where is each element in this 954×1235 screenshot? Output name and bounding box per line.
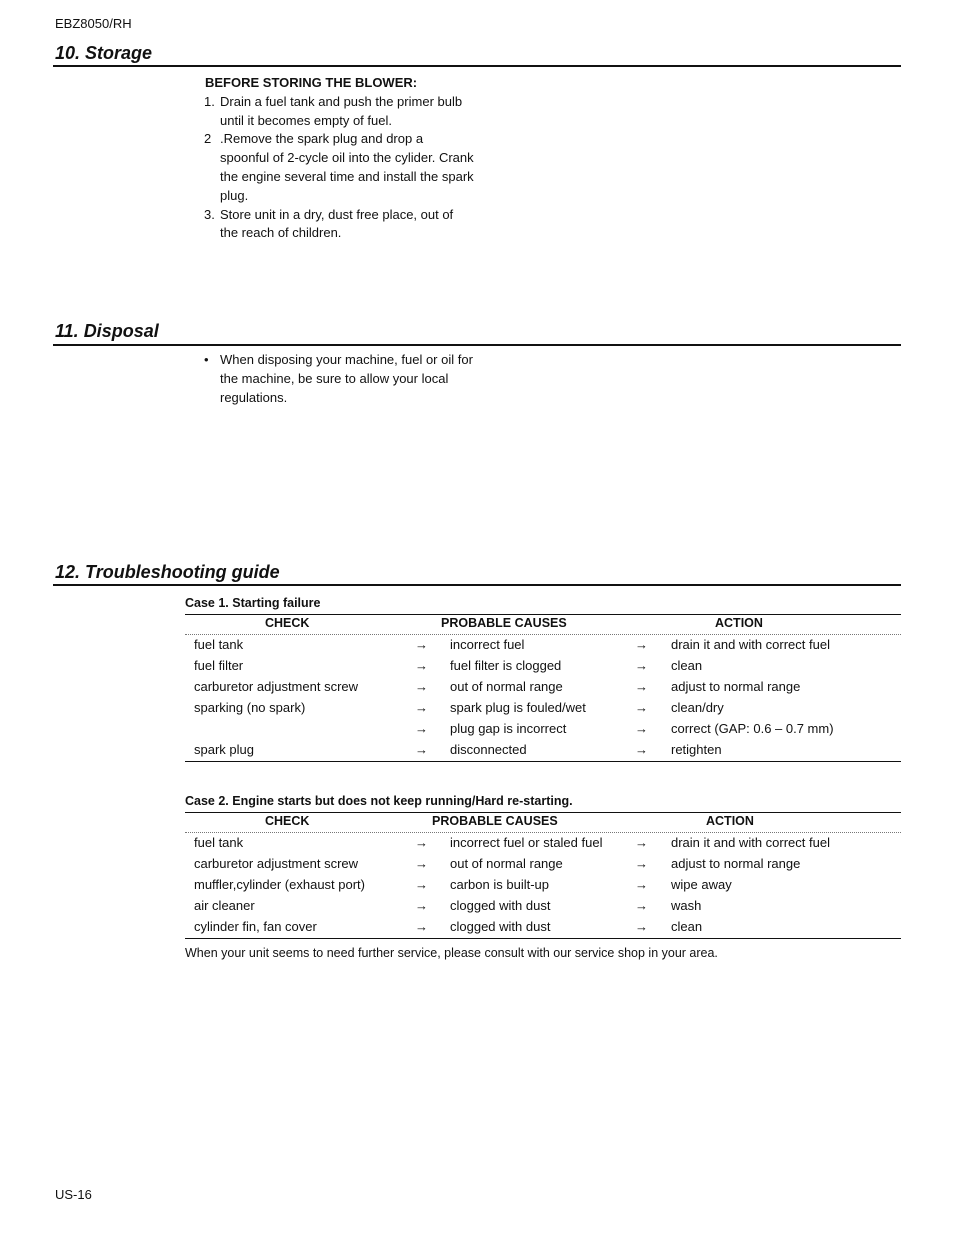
cause-cell: fuel filter is clogged (450, 658, 562, 673)
arrow-icon: → (635, 637, 648, 652)
action-cell: clean (671, 658, 703, 673)
step-text: .Remove the spark plug and drop a spoonful of 2-cycle oil into the cylider. Crank the engine several time and install the spark plug. (220, 131, 474, 203)
check-cell: fuel tank (194, 835, 244, 850)
column-header-action: ACTION (706, 814, 754, 828)
table-row (185, 719, 901, 740)
step-number: 1. (204, 93, 215, 109)
storage-section-title: 10. Storage (55, 43, 153, 63)
check-cell: sparking (no spark) (194, 700, 306, 715)
arrow-icon: → (635, 679, 648, 694)
case2-table (185, 812, 901, 939)
table-row (185, 896, 901, 917)
check-cell: air cleaner (194, 898, 255, 913)
step-text: Store unit in a dry, dust free place, out of the reach of children. (220, 206, 454, 241)
action-cell: retighten (671, 742, 722, 757)
check-cell: fuel filter (194, 658, 244, 673)
column-header-check: CHECK (265, 616, 310, 630)
arrow-icon: → (415, 877, 428, 892)
arrow-icon: → (415, 637, 428, 652)
step-number: 3. (204, 206, 215, 222)
storage-instructions (204, 74, 474, 243)
storage-step (204, 206, 474, 244)
disposal-section-title: 11. Disposal (55, 321, 159, 341)
arrow-icon: → (415, 700, 428, 715)
cause-cell: carbon is built-up (450, 877, 549, 892)
arrow-icon: → (635, 835, 648, 850)
case1-title: Case 1. Starting failure (185, 596, 321, 610)
table-row (185, 875, 901, 896)
check-cell: cylinder fin, fan cover (194, 919, 317, 934)
action-cell: wipe away (671, 877, 732, 892)
section-divider (53, 344, 901, 346)
arrow-icon: → (415, 898, 428, 913)
arrow-icon: → (415, 919, 428, 934)
cause-cell: disconnected (450, 742, 527, 757)
cause-cell: out of normal range (450, 679, 563, 694)
action-cell: drain it and with correct fuel (671, 637, 830, 652)
check-cell: fuel tank (194, 637, 244, 652)
cause-cell: incorrect fuel (450, 637, 525, 652)
storage-step (204, 130, 474, 205)
arrow-icon: → (635, 658, 648, 673)
section-divider (53, 65, 901, 67)
arrow-icon: → (415, 658, 428, 673)
troubleshooting-section-title: 12. Troubleshooting guide (55, 562, 280, 582)
section-divider (53, 584, 901, 586)
action-cell: drain it and with correct fuel (671, 835, 830, 850)
arrow-icon: → (635, 700, 648, 715)
action-cell: clean/dry (671, 700, 724, 715)
action-cell: wash (671, 898, 702, 913)
case2-title: Case 2. Engine starts but does not keep running/Hard re-starting. (185, 794, 573, 808)
column-header-causes: PROBABLE CAUSES (432, 814, 558, 828)
table-row (185, 833, 901, 854)
cause-cell: clogged with dust (450, 919, 551, 934)
page-number: US-16 (55, 1187, 92, 1202)
cause-cell: out of normal range (450, 856, 563, 871)
table-row (185, 698, 901, 719)
arrow-icon: → (635, 877, 648, 892)
cause-cell: clogged with dust (450, 898, 551, 913)
table-header-row (185, 615, 901, 635)
check-cell: carburetor adjustment screw (194, 679, 359, 694)
check-cell: carburetor adjustment screw (194, 856, 359, 871)
check-cell: muffler,cylinder (exhaust port) (194, 877, 365, 892)
table-row (185, 656, 901, 677)
cause-cell: spark plug is fouled/wet (450, 700, 586, 715)
storage-step (204, 93, 474, 131)
disposal-bullet-item (204, 351, 474, 407)
table-row (185, 854, 901, 875)
arrow-icon: → (635, 919, 648, 934)
table-row (185, 677, 901, 698)
table-row (185, 740, 901, 761)
arrow-icon: → (415, 721, 428, 736)
action-cell: correct (GAP: 0.6 – 0.7 mm) (671, 721, 834, 736)
column-header-action: ACTION (715, 616, 763, 630)
table-row (185, 917, 901, 938)
arrow-icon: → (415, 835, 428, 850)
service-note: When your unit seems to need further service, please consult with our service shop in your area. (185, 946, 718, 960)
check-cell: spark plug (194, 742, 254, 757)
cause-cell: incorrect fuel or staled fuel (450, 835, 603, 850)
arrow-icon: → (635, 898, 648, 913)
table-header-row (185, 813, 901, 833)
arrow-icon: → (415, 742, 428, 757)
arrow-icon: → (635, 721, 648, 736)
action-cell: clean (671, 919, 703, 934)
arrow-icon: → (415, 856, 428, 871)
column-header-check: CHECK (265, 814, 310, 828)
case1-table (185, 614, 901, 762)
action-cell: adjust to normal range (671, 856, 801, 871)
cause-cell: plug gap is incorrect (450, 721, 567, 736)
step-text: Drain a fuel tank and push the primer bulb until it becomes empty of fuel. (220, 93, 463, 128)
column-header-causes: PROBABLE CAUSES (441, 616, 567, 630)
disposal-note (204, 351, 474, 407)
arrow-icon: → (635, 856, 648, 871)
action-cell: adjust to normal range (671, 679, 801, 694)
step-number: 2 (204, 131, 212, 147)
arrow-icon: → (415, 679, 428, 694)
storage-heading: BEFORE STORING THE BLOWER: (205, 75, 418, 90)
bullet-icon: • (204, 352, 209, 367)
disposal-text: When disposing your machine, fuel or oil for the machine, be sure to allow your local regulations. (220, 352, 473, 405)
arrow-icon: → (635, 742, 648, 757)
table-row (185, 635, 901, 656)
model-number: EBZ8050/RH (55, 16, 132, 31)
